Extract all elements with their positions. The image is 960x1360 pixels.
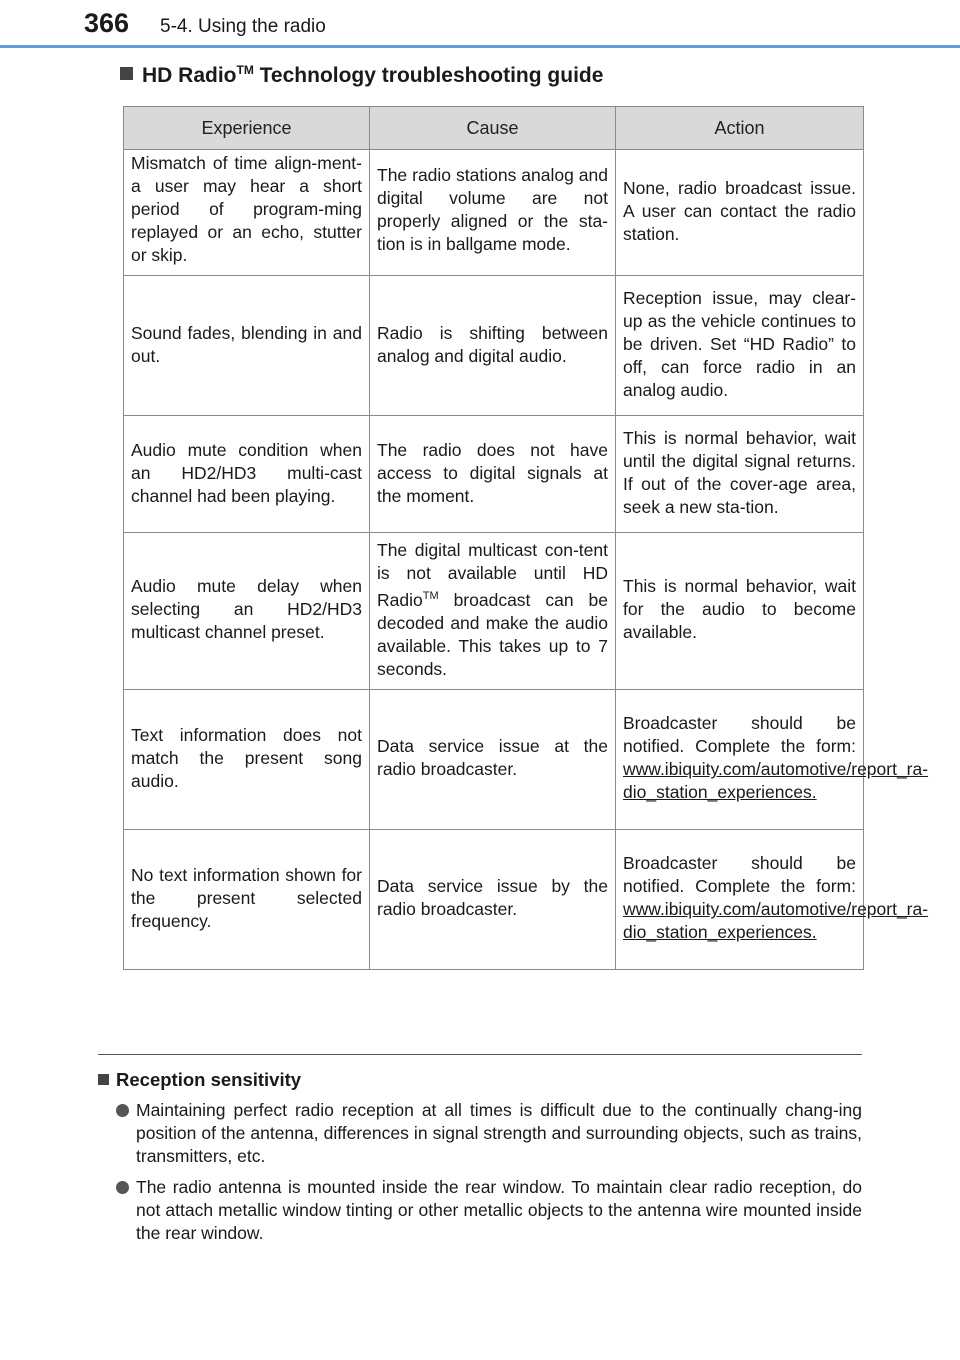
cause-cell: Radio is shifting between analog and digital audio. — [370, 276, 616, 416]
trademark-mark: TM — [422, 590, 439, 602]
cause-cell: The radio does not have access to digital signals at the moment. — [370, 416, 616, 533]
note-bullet — [116, 1176, 862, 1245]
report-link[interactable]: www.ibiquity.com/automotive/report_ra-dio_station_experiences. — [623, 899, 929, 943]
troubleshooting-table — [123, 106, 929, 970]
table-row — [124, 689, 864, 829]
section-title-rest: Technology troubleshooting guide — [253, 64, 604, 87]
action-text: Broadcaster should be notified. Complete the form: — [623, 853, 856, 897]
column-header-cause: Cause — [370, 107, 616, 150]
section-title — [120, 63, 603, 88]
experience-cell: Audio mute delay when selecting an HD2/HD3 multicast channel preset. — [124, 533, 370, 690]
experience-cell: Text information does not match the present song audio. — [124, 689, 370, 829]
action-text: Broadcaster should be notified. Complete the form: — [623, 713, 856, 757]
note-text: The radio antenna is mounted inside the rear window. To maintain clear radio reception, do not attach metallic window tinting or other metallic objects to the antenna wire mounted inside the rear window. — [136, 1177, 862, 1243]
action-cell: Reception issue, may clear-up as the vehicle continues to be driven. Set “HD Radio” to off, can force radio in an analog audio. — [616, 276, 864, 416]
action-cell: None, radio broadcast issue. A user can contact the radio station. — [616, 150, 864, 276]
note-text: Maintaining perfect radio reception at all times is difficult due to the continually chang-ing position of the antenna, differences in signal strength and surrounding objects, such as trains, transmitters, etc. — [136, 1100, 862, 1166]
table-header-row — [124, 107, 864, 150]
notes-heading-text: Reception sensitivity — [116, 1069, 302, 1090]
page-number: 366 — [84, 8, 130, 38]
table-row — [124, 276, 864, 416]
chapter-title: 5-4. Using the radio — [160, 16, 326, 37]
trademark-mark: TM — [236, 63, 254, 77]
square-bullet-icon — [98, 1074, 109, 1085]
action-cell: This is normal behavior, wait for the audio to become available. — [616, 533, 864, 690]
bullet-dot-icon — [116, 1104, 129, 1117]
column-header-experience: Experience — [124, 107, 370, 150]
square-bullet-icon — [120, 67, 133, 80]
table-row — [124, 150, 864, 276]
experience-cell: No text information shown for the present selected frequency. — [124, 829, 370, 969]
table-row — [124, 416, 864, 533]
column-header-action: Action — [616, 107, 864, 150]
cause-cell — [370, 533, 616, 690]
action-cell — [616, 829, 929, 969]
report-link[interactable]: www.ibiquity.com/automotive/report_ra-dio_station_experiences. — [623, 759, 929, 803]
cause-text-rest: broadcast can be decoded and make the audio available. This takes up to 7 seconds. — [377, 589, 608, 679]
action-cell — [616, 689, 929, 829]
table-row — [124, 829, 864, 969]
experience-cell: Mismatch of time align-ment- a user may hear a short period of program-ming replayed or an echo, stutter or skip. — [124, 150, 370, 276]
cause-cell: The radio stations analog and digital volume are not properly aligned or the sta-tion is in ballgame mode. — [370, 150, 616, 276]
section-title-text: HD Radio — [142, 64, 237, 87]
note-bullet — [116, 1099, 862, 1168]
bullet-dot-icon — [116, 1181, 129, 1194]
cause-text: The digital multicast con-tent is not available until HD Radio — [377, 540, 608, 610]
cause-cell: Data service issue by the radio broadcaster. — [370, 829, 616, 969]
header-divider — [0, 45, 960, 48]
table-row — [124, 533, 864, 690]
experience-cell: Audio mute condition when an HD2/HD3 multi-cast channel had been playing. — [124, 416, 370, 533]
page-header — [0, 0, 960, 50]
experience-cell: Sound fades, blending in and out. — [124, 276, 370, 416]
notes-divider — [98, 1054, 862, 1055]
notes-heading — [98, 1069, 301, 1091]
action-cell: This is normal behavior, wait until the digital signal returns. If out of the cover-age area, seek a new sta-tion. — [616, 416, 864, 533]
cause-cell: Data service issue at the radio broadcaster. — [370, 689, 616, 829]
